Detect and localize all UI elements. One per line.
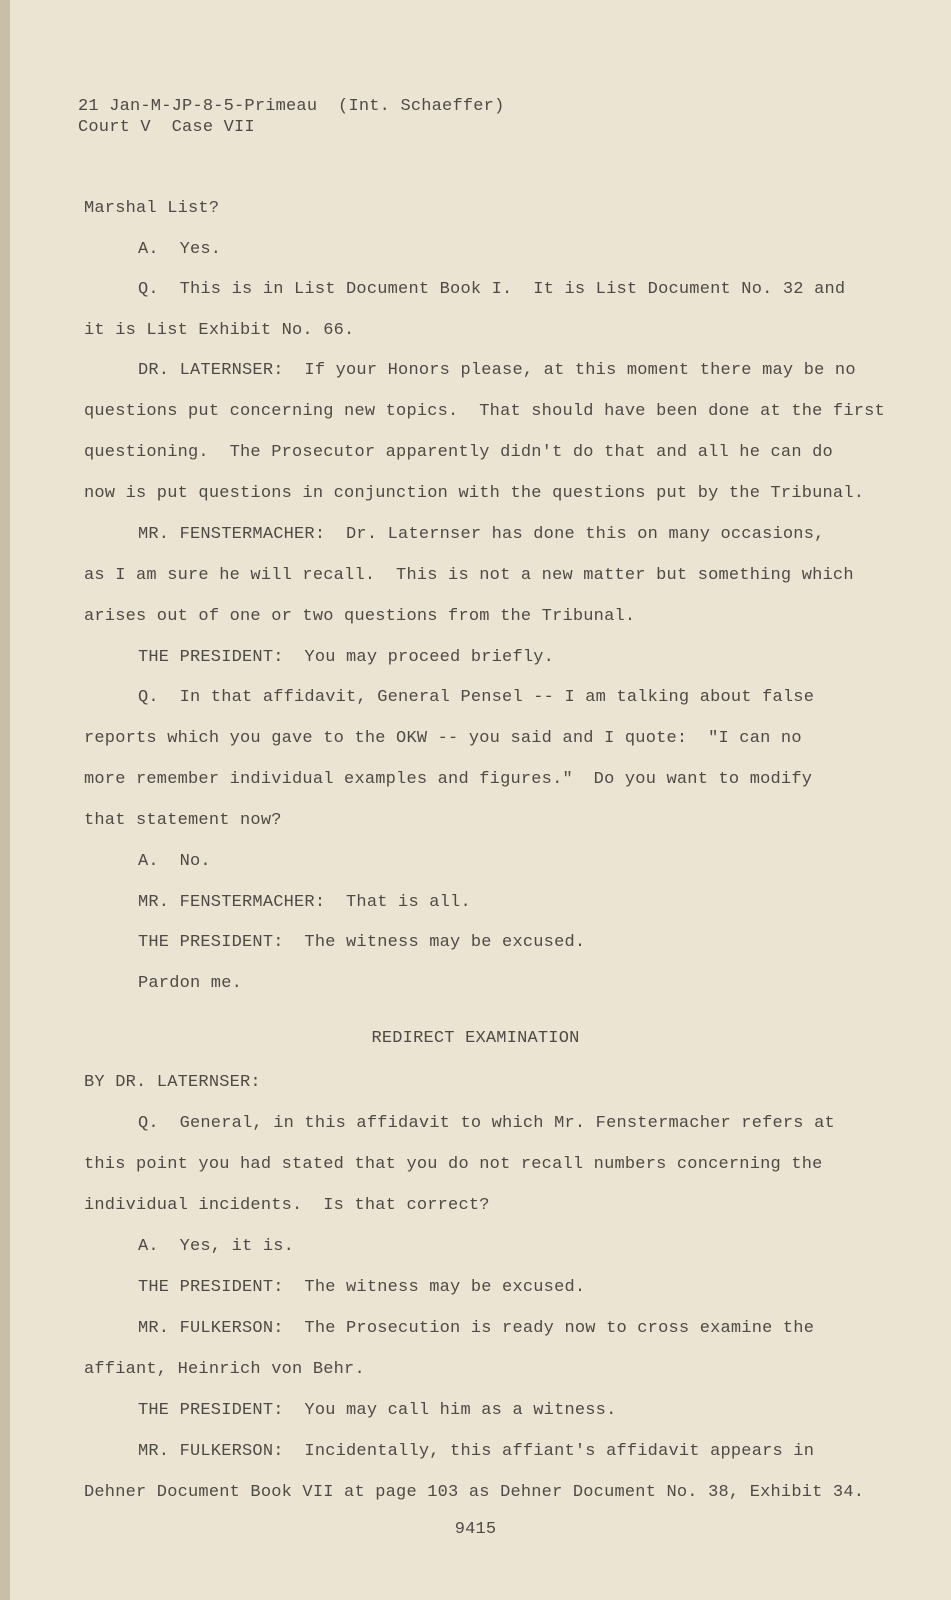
transcript-line: MR. FULKERSON: The Prosecution is ready now to cross examine the <box>138 1319 815 1338</box>
page-number: 9415 <box>454 1520 497 1539</box>
transcript-line: A. No. <box>138 852 211 871</box>
transcript-line: as I am sure he will recall. This is not a new matter but something which <box>84 566 854 585</box>
header-line-1: 21 Jan-M-JP-8-5-Primeau (Int. Schaeffer) <box>78 97 505 116</box>
transcript-line: Pardon me. <box>138 974 243 993</box>
transcript-line: A. Yes, it is. <box>138 1237 295 1256</box>
transcript-line: Q. This is in List Document Book I. It is List Document No. 32 and <box>138 280 846 299</box>
transcript-line: arises out of one or two questions from the Tribunal. <box>84 607 636 626</box>
transcript-line: Marshal List? <box>84 199 220 218</box>
transcript-line: reports which you gave to the OKW -- you said and I quote: "I can no <box>84 729 802 748</box>
transcript-line: A. Yes. <box>138 240 222 259</box>
transcript-line: questioning. The Prosecutor apparently didn't do that and all he can do <box>84 443 833 462</box>
transcript-line: THE PRESIDENT: You may proceed briefly. <box>138 648 555 667</box>
transcript-line: Q. In that affidavit, General Pensel -- I am talking about false <box>138 688 815 707</box>
transcript-line: THE PRESIDENT: The witness may be excused. <box>138 933 586 952</box>
transcript-line: DR. LATERNSER: If your Honors please, at this moment there may be no <box>138 361 856 380</box>
transcript-line: Dehner Document Book VII at page 103 as Dehner Document No. 38, Exhibit 34. <box>84 1483 865 1502</box>
transcript-line: more remember individual examples and figures." Do you want to modify <box>84 770 813 789</box>
transcript-line: Q. General, in this affidavit to which Mr. Fenstermacher refers at <box>138 1114 835 1133</box>
transcript-line: THE PRESIDENT: You may call him as a witness. <box>138 1401 617 1420</box>
section-heading: REDIRECT EXAMINATION <box>371 1029 580 1048</box>
header-line-2: Court V Case VII <box>78 118 255 137</box>
transcript-line: that statement now? <box>84 811 282 830</box>
page-edge <box>0 0 10 1600</box>
transcript-line: MR. FULKERSON: Incidentally, this affiant's affidavit appears in <box>138 1442 815 1461</box>
transcript-line: MR. FENSTERMACHER: That is all. <box>138 893 471 912</box>
transcript-line: affiant, Heinrich von Behr. <box>84 1360 365 1379</box>
transcript-line: individual incidents. Is that correct? <box>84 1196 490 1215</box>
transcript-line: MR. FENSTERMACHER: Dr. Laternser has done this on many occasions, <box>138 525 825 544</box>
transcript-line: BY DR. LATERNSER: <box>84 1073 261 1092</box>
transcript-line: it is List Exhibit No. 66. <box>84 321 355 340</box>
transcript-line: now is put questions in conjunction with the questions put by the Tribunal. <box>84 484 865 503</box>
transcript-line: THE PRESIDENT: The witness may be excused. <box>138 1278 586 1297</box>
transcript-line: questions put concerning new topics. That should have been done at the first <box>84 402 885 421</box>
transcript-line: this point you had stated that you do not recall numbers concerning the <box>84 1155 823 1174</box>
